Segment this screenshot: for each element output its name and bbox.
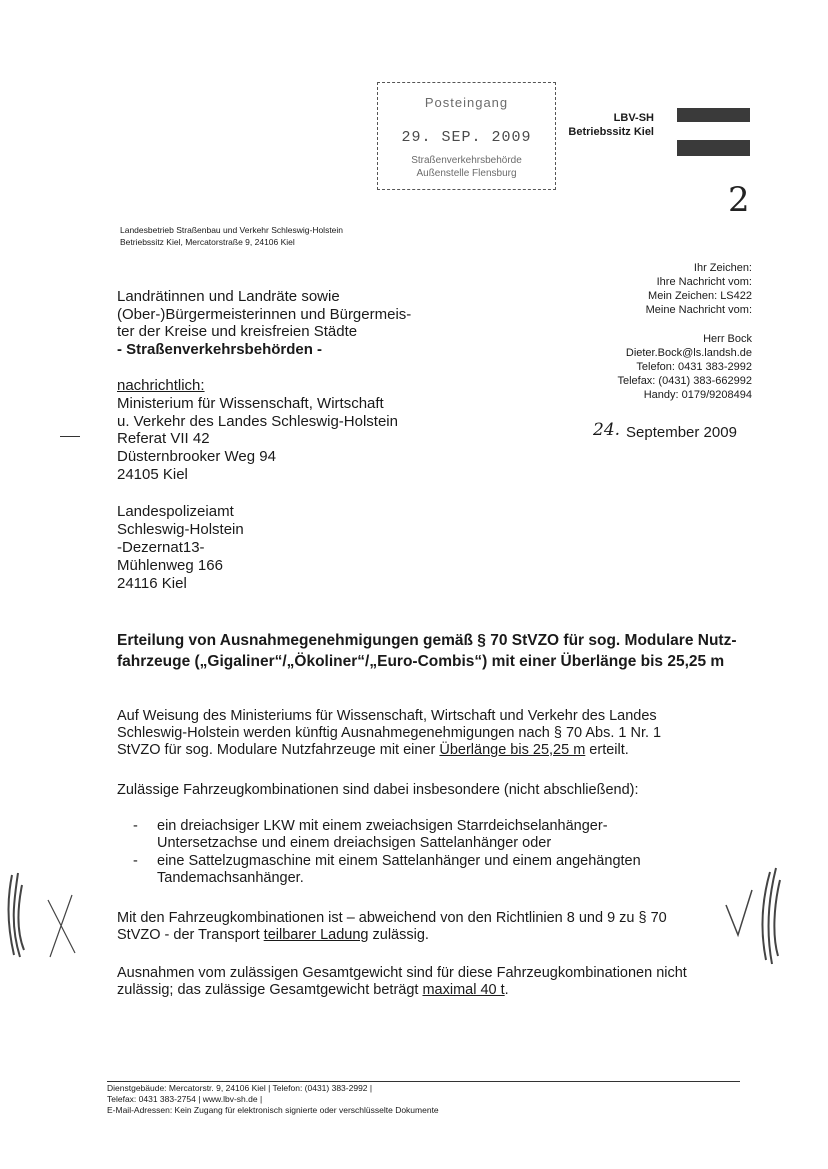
cc2-line-1: Landespolizeiamt [117,503,234,520]
ref-contact: Herr Bock [703,333,752,345]
paragraph-1 [117,708,747,759]
recipient-line-1: Landrätinnen und Landräte sowie [117,288,340,305]
cc2-line-3: -Dezernat13- [117,539,205,556]
b1-line-1: ein dreiachsiger LKW mit einem zweiachsigen Starrdeichselanhänger- [157,818,608,834]
handwritten-page-number: 2 [728,180,750,220]
p4-underlined: maximal 40 t [422,982,505,998]
bullet-1-mark: - [133,818,138,834]
footer-line-3: E-Mail-Adressen: Kein Zugang für elektronisch signierte oder verschlüsselte Dokumente [107,1105,439,1115]
footer-line-1: Dienstgebäude: Mercatorstr. 9, 24106 Kiel | Telefon: (0431) 383-2992 | [107,1083,373,1093]
recipient-line-4: - Straßenverkehrsbehörden - [117,341,323,358]
p3-line-1: Mit den Fahrzeugkombinationen ist – abweichend von den Richtlinien 8 und 9 zu § 70 [117,910,667,926]
bullet-2-mark: - [133,853,138,869]
margin-mark-left [0,865,90,965]
bullet-1 [157,818,717,852]
cc1-line-2: u. Verkehr des Landes Schleswig-Holstein [117,413,398,430]
logo-name: LBV-SH [613,112,654,124]
p3-end: zulässig. [368,927,429,943]
b2-line-1: eine Sattelzugmaschine mit einem Sattelanhänger und einem angehängten [157,853,641,869]
cc2-line-2: Schleswig-Holstein [117,521,244,538]
stamp-title: Posteingang [424,95,509,110]
ref-telefax: Telefax: (0431) 383-662992 [617,375,752,387]
sender-line-2: Betriebssitz Kiel, Mercatorstraße 9, 24106 Kiel [120,237,295,247]
bullet-2 [157,853,717,887]
cc1-line-1: Ministerium für Wissenschaft, Wirtschaft [117,395,384,412]
footer-line-2: Telefax: 0431 383-2754 | www.lbv-sh.de | [107,1094,263,1104]
fold-mark [60,436,80,437]
ref-telefon: Telefon: 0431 383-2992 [636,361,752,373]
logo-office: Betriebssitz Kiel [568,126,654,138]
p1-end: erteilt. [585,742,629,758]
p3-line-2 [117,927,747,944]
p3-underlined: teilbarer Ladung [263,927,369,943]
p1-underlined: Überlänge bis 25,25 m [439,742,586,758]
ref-ihre-nachricht: Ihre Nachricht vom: [656,276,752,288]
paragraph-2: Zulässige Fahrzeugkombinationen sind dabei insbesondere (nicht abschließend): [117,782,639,798]
p4-line-1: Ausnahmen vom zulässigen Gesamtgewicht sind für diese Fahrzeugkombinationen nicht [117,965,687,981]
recipient-line-2: (Ober-)Bürgermeisterinnen und Bürgermeis- [117,306,412,323]
subject [117,630,757,672]
ref-meine-nachricht: Meine Nachricht vom: [645,304,752,316]
letter-date: September 2009 [626,424,737,441]
subject-line-2: fahrzeuge („Gigaliner“/„Ökoliner“/„Euro-Combis“) mit einer Überlänge bis 25,25 m [117,653,725,670]
cc1-line-4: Düsternbrooker Weg 94 [117,448,276,465]
paragraph-3 [117,910,747,944]
p4-end: . [504,982,509,998]
p1-line-2: Schleswig-Holstein werden künftig Ausnahmegenehmigungen nach § 70 Abs. 1 Nr. 1 [117,725,662,741]
logo-bar-top [677,108,750,122]
p1-line-1: Auf Weisung des Ministeriums für Wissenschaft, Wirtschaft und Verkehr des Landes [117,708,657,724]
b2-line-2: Tandemachsanhänger. [157,870,304,886]
cc1-line-5: 24105 Kiel [117,466,188,483]
incoming-stamp [377,82,556,190]
ref-email: Dieter.Bock@ls.landsh.de [625,347,752,359]
ref-mein-zeichen: Mein Zeichen: LS422 [648,290,752,302]
cc1-line-3: Referat VII 42 [117,430,210,447]
b1-line-2: Untersetzachse und einem dreiachsigen Sattelanhänger oder [157,835,552,851]
p4-line-2 [117,982,747,999]
paragraph-4 [117,965,747,999]
ref-ihr-zeichen: Ihr Zeichen: [693,262,752,274]
margin-mark-right [718,860,798,970]
stamp-date: 29. SEP. 2009 [401,129,532,146]
p1-text: StVZO für sog. Modulare Nutzfahrzeuge mit einer [117,742,440,758]
stamp-office: Straßenverkehrsbehörde [411,155,522,166]
ref-handy: Handy: 0179/9208494 [643,389,752,401]
subject-line-1: Erteilung von Ausnahmegenehmigungen gemäß § 70 StVZO für sog. Modulare Nutz- [117,632,737,649]
stamp-branch: Außenstelle Flensburg [416,168,517,179]
sender-line-1: Landesbetrieb Straßenbau und Verkehr Schleswig-Holstein [120,225,344,235]
cc2-line-4: Mühlenweg 166 [117,557,223,574]
cc2-line-5: 24116 Kiel [117,575,187,592]
recipient-line-3: ter der Kreise und kreisfreien Städte [117,323,358,340]
p1-line-3 [117,742,747,759]
p3-text: StVZO - der Transport [117,927,264,943]
date-handwritten-day: 24. [593,420,621,440]
p4-text: zulässig; das zulässige Gesamtgewicht beträgt [117,982,423,998]
footer-divider [107,1081,740,1082]
cc-heading: nachrichtlich: [117,377,205,394]
logo-bar-bottom [677,140,750,156]
